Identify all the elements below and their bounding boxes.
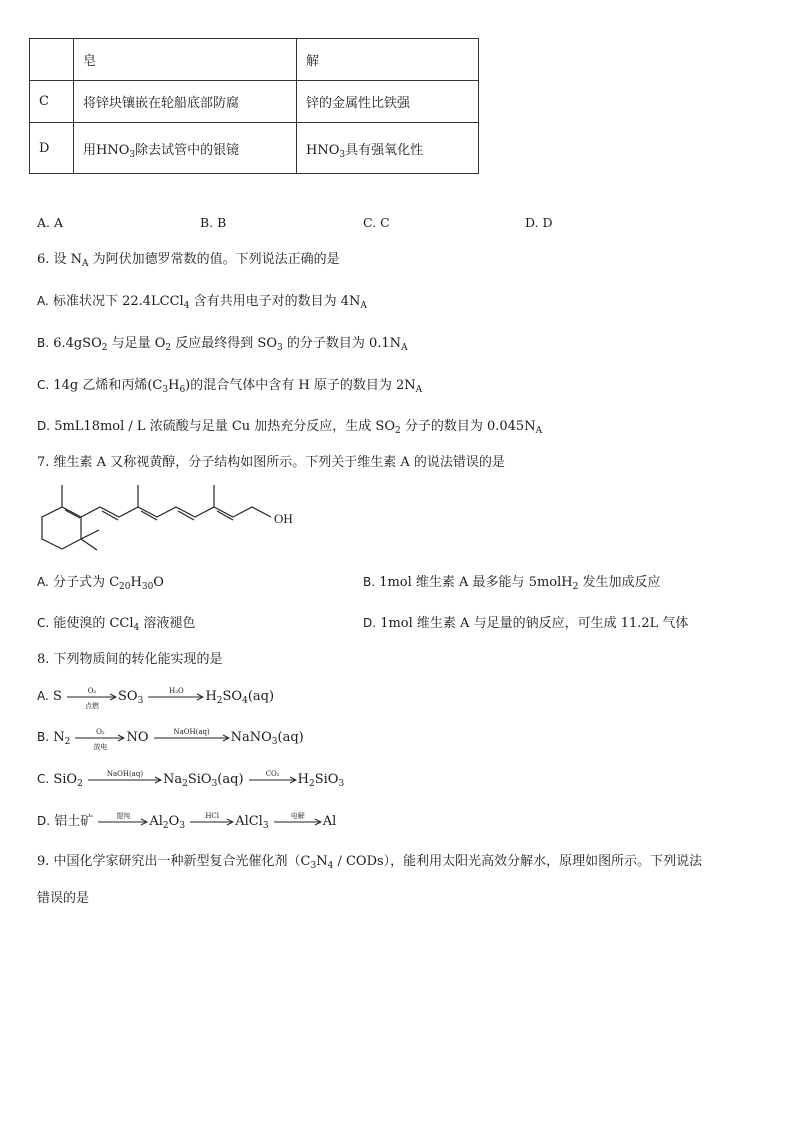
- arrow-condition: O₂: [87, 686, 97, 695]
- species: Al: [149, 814, 163, 829]
- subscript: 20: [119, 582, 131, 592]
- arrow-condition: NaOH(aq): [106, 769, 144, 778]
- text: 1mol 维生素 A 最多能与 5molH: [379, 575, 573, 590]
- q9-stem-line1: [37, 853, 702, 871]
- option-label: D.: [363, 616, 377, 630]
- text: 分子式为 C: [52, 575, 120, 590]
- subscript: A: [82, 259, 89, 269]
- subscript: 3: [211, 779, 218, 789]
- table-row: [30, 81, 479, 123]
- species: AlCl: [235, 814, 263, 829]
- species: SiO: [314, 772, 339, 787]
- reaction-arrow: [75, 727, 125, 751]
- table-cell: 皂: [74, 39, 297, 81]
- subscript: 2: [101, 343, 108, 353]
- text: 为阿伏加德罗常数的值。下列说法正确的是: [88, 252, 340, 267]
- arrow-condition: CO₂: [265, 769, 280, 778]
- q7-option-a: [37, 573, 164, 592]
- q8-option-c: [37, 770, 344, 789]
- text: 溶液褪色: [139, 616, 196, 631]
- subscript: 6: [179, 385, 186, 395]
- text: 具有强氧化性: [345, 142, 424, 158]
- gem-methyl: [81, 530, 99, 539]
- q6-option-c: [37, 376, 422, 395]
- q6-option-d: [37, 417, 542, 436]
- option-label: D.: [37, 419, 51, 433]
- reaction-arrow: [249, 769, 297, 784]
- q5-option-d: D. D: [525, 215, 553, 230]
- text: / CODs），能利用太阳光高效分解水，原理如图所示。下列说法: [333, 854, 703, 869]
- oh-label: OH: [274, 511, 293, 526]
- reaction-arrow: [154, 727, 230, 742]
- text: 5mL18mol / L 浓硫酸与足量 Cu 加热充分反应，生成 SO: [54, 419, 395, 434]
- subscript: 3: [162, 385, 169, 395]
- ring-double-bond: [65, 510, 80, 518]
- option-label: A.: [37, 689, 49, 703]
- subscript: 3: [129, 149, 136, 160]
- vitamin-a-structure: [36, 478, 306, 558]
- option-label: B.: [363, 575, 376, 589]
- text: 能使溴的 CCl: [53, 616, 134, 631]
- arrow-condition: HCl: [205, 811, 220, 820]
- q8-option-a: [37, 686, 275, 710]
- subscript: A: [360, 301, 367, 311]
- species: H: [205, 689, 217, 704]
- subscript: 2: [64, 737, 71, 747]
- reaction-arrow: [190, 811, 234, 826]
- species: H: [297, 772, 309, 787]
- species: Al: [322, 814, 337, 829]
- text: 发生加成反应: [578, 575, 661, 590]
- text: )的混合气体中含有 H 原子的数目为 2N: [185, 378, 416, 393]
- q7-stem: 7. 维生素 A 又称视黄醇，分子结构如图所示。下列关于维生素 A 的说法错误的是: [37, 455, 505, 470]
- q7-option-b: [363, 573, 660, 592]
- subscript: 2: [216, 696, 223, 706]
- table-cell: C: [30, 81, 74, 123]
- subscript: 4: [133, 623, 140, 633]
- subscript: 2: [165, 343, 172, 353]
- q6-option-a: [37, 292, 367, 311]
- text: 9. 中国化学家研究出一种新型复合光催化剂（C: [37, 854, 311, 869]
- q9-stem-line2: 错误的是: [37, 891, 90, 906]
- subscript: 4: [327, 861, 334, 871]
- species: (aq): [277, 730, 304, 745]
- ring-bond: [42, 485, 81, 549]
- arrow-condition: 点燃: [85, 701, 99, 710]
- option-label: C.: [37, 772, 50, 786]
- table-row: [30, 123, 479, 174]
- q8-option-b: [37, 727, 304, 751]
- subscript: 3: [310, 861, 317, 871]
- q5-option-c: C. C: [363, 215, 390, 230]
- species: (aq): [247, 689, 275, 704]
- q7-option-d: [363, 614, 688, 633]
- table-cell: [74, 123, 297, 174]
- reaction-arrow: [98, 811, 148, 826]
- q5-option-a: A. A: [37, 215, 64, 230]
- species: SO: [222, 689, 243, 704]
- q5-option-b: B. B: [200, 215, 227, 230]
- arrow-condition: 放电: [93, 742, 108, 751]
- subscript: 2: [77, 779, 83, 789]
- species: SiO: [187, 772, 212, 787]
- gem-methyl: [81, 539, 97, 550]
- text: 14g 乙烯和丙烯(C: [53, 378, 163, 393]
- text: 与足量 O: [107, 336, 166, 351]
- table-cell: 锌的金属性比铁强: [297, 81, 479, 123]
- subscript: 3: [137, 696, 144, 706]
- arrow-condition: 提纯: [116, 811, 131, 820]
- species: NaNO: [230, 730, 272, 745]
- text: O: [153, 575, 164, 590]
- answer-table: [29, 38, 479, 174]
- arrow-condition: O₂: [96, 727, 105, 736]
- option-label: B.: [37, 730, 50, 744]
- subscript: 3: [179, 821, 186, 831]
- species: S: [52, 689, 62, 704]
- q8-stem: 8. 下列物质间的转化能实现的是: [37, 652, 223, 667]
- species: SO: [118, 689, 138, 704]
- subscript: 4: [242, 696, 248, 706]
- arrow-condition: NaOH(aq): [173, 727, 210, 736]
- subscript: 2: [572, 582, 579, 592]
- text: 分子的数目为 0.045N: [400, 419, 536, 434]
- subscript: A: [415, 385, 423, 395]
- subscript: 3: [262, 821, 269, 831]
- subscript: 4: [183, 301, 190, 311]
- species: O: [168, 814, 180, 829]
- table-cell: D: [30, 123, 74, 174]
- subscript: 3: [277, 343, 283, 353]
- text: 的分子数目为 0.1N: [282, 336, 402, 351]
- q7-option-c: [37, 614, 195, 633]
- subscript: 3: [271, 737, 278, 747]
- q8-option-d: [37, 812, 336, 831]
- subscript: 2: [162, 821, 169, 831]
- reaction-arrow: [148, 686, 204, 701]
- species: (aq): [217, 772, 244, 787]
- text: 反应最终得到 SO: [171, 336, 277, 351]
- text: 用HNO: [83, 142, 130, 158]
- text: N: [316, 854, 328, 869]
- q6-option-b: [37, 334, 408, 353]
- reaction-arrow: [88, 769, 162, 784]
- option-label: D.: [37, 814, 51, 828]
- subscript: 2: [309, 779, 315, 789]
- species: Na: [162, 772, 183, 787]
- table-cell: [30, 39, 74, 81]
- species: N: [53, 730, 65, 745]
- subscript: A: [401, 343, 408, 353]
- option-label: A.: [37, 294, 49, 308]
- option-label: B.: [37, 336, 50, 350]
- text: H: [130, 575, 142, 590]
- text: 6.4gSO: [53, 336, 102, 351]
- subscript: 2: [182, 779, 188, 789]
- table-cell: [297, 123, 479, 174]
- arrow-condition: H₂O: [169, 686, 184, 695]
- text: 标准状况下 22.4LCCl: [52, 294, 184, 309]
- text: HNO: [306, 142, 340, 158]
- option-label: C.: [37, 378, 50, 392]
- species: SiO: [53, 772, 78, 787]
- option-label: C.: [37, 616, 50, 630]
- text: 除去试管中的银镜: [135, 142, 240, 158]
- subscript: 3: [338, 779, 345, 789]
- arrow-condition: 电解: [290, 811, 305, 820]
- table-cell: 将锌块镶嵌在轮船底部防腐: [74, 81, 297, 123]
- subscript: 3: [339, 149, 346, 160]
- subscript: 2: [394, 426, 401, 436]
- table-header-row: [30, 39, 479, 81]
- species: 铝土矿: [54, 814, 94, 829]
- option-label: A.: [37, 575, 49, 589]
- text: 6. 设 N: [37, 252, 83, 267]
- subscript: A: [535, 426, 543, 436]
- reaction-arrow: [67, 686, 117, 710]
- table-cell: 解: [297, 39, 479, 81]
- q6-stem: [37, 251, 340, 269]
- text: 1mol 维生素 A 与足量的钠反应，可生成 11.2L 气体: [380, 616, 689, 631]
- text: 含有共用电子对的数目为 4N: [189, 294, 361, 309]
- species: NO: [126, 730, 149, 745]
- subscript: 30: [141, 582, 154, 592]
- reaction-arrow: [274, 811, 322, 826]
- text: H: [168, 378, 180, 393]
